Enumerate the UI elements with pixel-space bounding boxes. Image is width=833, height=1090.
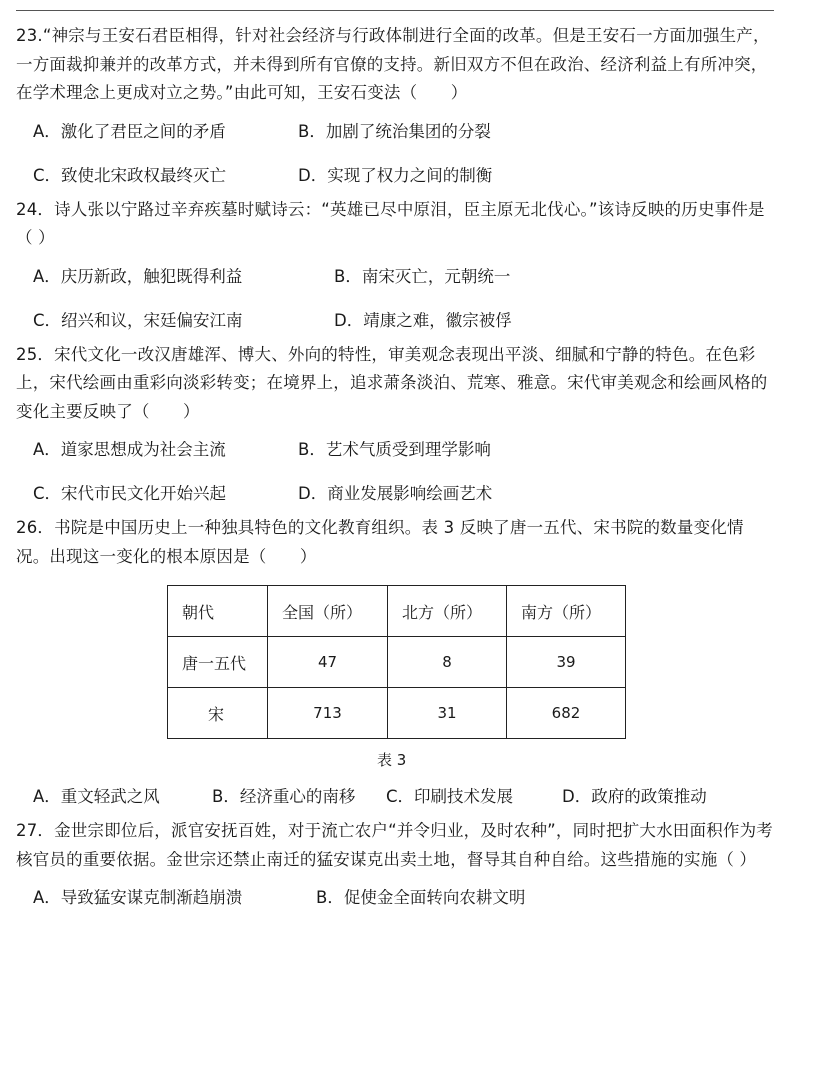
question-27 <box>16 817 776 918</box>
question-26-stem: 26．书院是中国历史上一种独具特色的文化教育组织。表 3 反映了唐一五代、宋书院的数量变化情况。出现这一变化的根本原因是（ ） <box>16 518 744 566</box>
question-27-stem: 27．金世宗即位后，派官安抚百姓，对于流亡农户“并令归业，及时农种”，同时把扩大水田面积作为考核官员的重要依据。金世宗还禁止南迁的猛安谋克出卖土地，督导其自种自给。这些措施的实施（ ） <box>16 821 773 869</box>
option-26-a[interactable]: A．重文轻武之风 <box>33 787 160 806</box>
option-23-d[interactable]: D．实现了权力之间的制衡 <box>298 165 493 185</box>
option-26-d[interactable]: D．政府的政策推动 <box>562 787 707 806</box>
option-25-b[interactable]: B．艺术气质受到理学影响 <box>298 440 491 459</box>
option-24-a[interactable]: A．庆历新政，触犯既得利益 <box>33 266 243 286</box>
option-24-d[interactable]: D．靖康之难，徽宗被俘 <box>334 310 512 330</box>
exam-page <box>16 22 776 918</box>
question-23-options-row-1 <box>16 108 776 152</box>
option-27-b[interactable]: B．促使金全面转向农耕文明 <box>316 888 526 907</box>
question-26-options-row <box>16 773 776 817</box>
option-24-b[interactable]: B．南宋灭亡，元朝统一 <box>334 266 511 286</box>
table-cell: 47 <box>268 637 388 688</box>
question-25-options-row-2 <box>16 470 776 514</box>
question-24-options-row-2 <box>16 297 776 341</box>
table-cell-dynasty: 唐一五代 <box>168 637 268 688</box>
table-caption: 表 3 <box>377 751 407 769</box>
table-cell: 31 <box>388 688 507 739</box>
question-23 <box>16 22 776 196</box>
option-23-c[interactable]: C．致使北宋政权最终灭亡 <box>33 165 227 185</box>
table-header-cell: 朝代 <box>168 586 268 637</box>
option-25-a[interactable]: A．道家思想成为社会主流 <box>33 440 226 459</box>
question-24-stem: 24．诗人张以宁路过辛弃疾墓时赋诗云：“英雄已尽中原泪，臣主原无北伐心。”该诗反映的历史事件是（ ） <box>16 199 765 247</box>
question-25-stem: 25．宋代文化一改汉唐雄浑、博大、外向的特性，审美观念表现出平淡、细腻和宁静的特色。在色彩上，宋代绘画由重彩向淡彩转变；在境界上，追求萧条淡泊、荒寒、雅意。宋代审美观念和绘画风格的变化主要反映了（ ） <box>16 344 768 421</box>
question-23-stem: 23.“神宗与王安石君臣相得，针对社会经济与行政体制进行全面的改革。但是王安石一方面加强生产，一方面裁抑兼并的改革方式，并未得到所有官僚的支持。新旧双方不但在政治、经济利益上有所冲突，在学术理念上更成对立之势。”由此可知，王安石变法（ ） <box>16 26 770 102</box>
question-24 <box>16 196 776 341</box>
option-27-a[interactable]: A．导致猛安谋克制渐趋崩溃 <box>33 888 243 907</box>
table-header-cell: 全国（所） <box>268 586 388 637</box>
table-header-cell: 南方（所） <box>507 586 626 637</box>
table-cell: 8 <box>388 637 507 688</box>
table-row <box>168 688 626 739</box>
table-row <box>168 637 626 688</box>
question-25 <box>16 341 776 515</box>
table-cell-dynasty: 宋 <box>168 688 268 739</box>
option-24-c[interactable]: C．绍兴和议，宋廷偏安江南 <box>33 310 243 330</box>
option-26-b[interactable]: B．经济重心的南移 <box>212 787 356 806</box>
table-cell: 39 <box>507 637 626 688</box>
option-26-c[interactable]: C．印刷技术发展 <box>386 787 514 806</box>
option-25-d[interactable]: D．商业发展影响绘画艺术 <box>298 484 493 503</box>
option-23-a[interactable]: A．激化了君臣之间的矛盾 <box>33 121 226 141</box>
top-rule <box>16 10 774 11</box>
table-cell: 682 <box>507 688 626 739</box>
option-23-b[interactable]: B．加剧了统治集团的分裂 <box>298 121 491 141</box>
table-header-row <box>168 586 626 637</box>
table-cell: 713 <box>268 688 388 739</box>
question-27-options-row-1 <box>16 874 776 918</box>
data-table-3 <box>167 585 626 739</box>
table-header-cell: 北方（所） <box>388 586 507 637</box>
question-26 <box>16 514 776 817</box>
question-23-options-row-2 <box>16 152 776 196</box>
question-25-options-row-1 <box>16 426 776 470</box>
option-25-c[interactable]: C．宋代市民文化开始兴起 <box>33 484 227 503</box>
question-24-options-row-1 <box>16 253 776 297</box>
